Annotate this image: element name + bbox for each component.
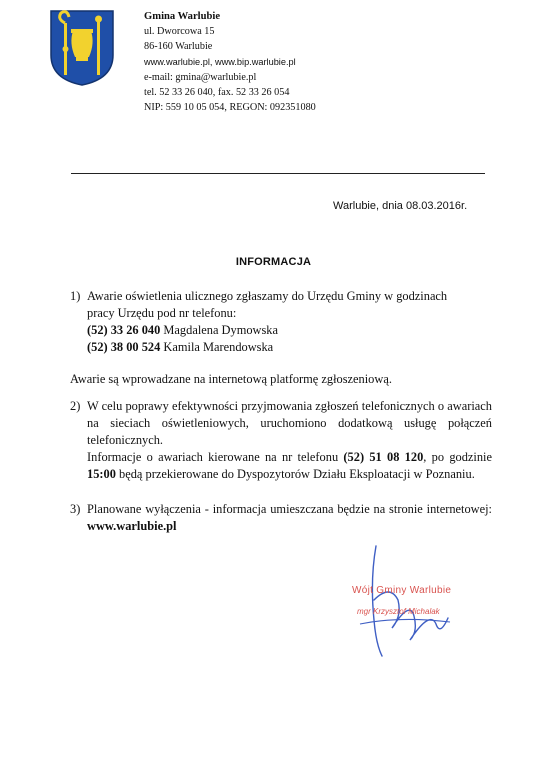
item-2-info-mid: , po godzinie — [423, 450, 492, 464]
item-1 — [70, 288, 492, 356]
item-1-line2: pracy Urzędu pod nr telefonu: — [87, 306, 237, 320]
item-2-info-time: 15:00 — [87, 467, 116, 481]
contact-2 — [70, 339, 492, 356]
org-city: 86-160 Warlubie — [144, 41, 213, 53]
item-3-text: Planowane wyłączenia - informacja umieszczana będzie na stronie internetowej: — [87, 502, 492, 516]
org-name: Gmina Warlubie — [144, 11, 221, 22]
org-street: ul. Dworcowa 15 — [144, 26, 215, 38]
contact-1-phone: (52) 33 26 040 — [87, 323, 161, 337]
header-divider — [71, 173, 485, 174]
item-3 — [70, 501, 492, 535]
item-2-text: W celu poprawy efektywności przyjmowania zgłoszeń telefonicznych o awariach na sieciach oświetleniowych, uruchomiono dodatkową usługę połączeń telefonicznych. — [87, 399, 492, 447]
item-1-number: 1) — [70, 289, 81, 303]
document-title: INFORMACJA — [235, 256, 312, 268]
org-email[interactable]: e-mail: gmina@warlubie.pl — [144, 71, 257, 83]
contact-1 — [70, 322, 492, 339]
item-2-info-pre: Informacje o awariach kierowane na nr telefonu — [87, 450, 344, 464]
item-2 — [70, 398, 492, 483]
item-2-info-phone: (52) 51 08 120 — [343, 450, 424, 464]
item-3-number: 3) — [70, 502, 81, 516]
contact-1-name: Magdalena Dymowska — [160, 323, 278, 337]
platform-note: Awarie są wprowadzane na internetową platformę zgłoszeniową. — [70, 372, 392, 386]
stamp-name: mgr Krzysztof Michalak — [357, 607, 440, 616]
org-phone: tel. 52 33 26 040, fax. 52 33 26 054 — [144, 87, 290, 99]
letter-date: Warlubie, dnia 08.03.2016r. — [333, 200, 468, 212]
item-3-url[interactable]: www.warlubie.pl — [87, 519, 177, 533]
org-websites[interactable]: www.warlubie.pl, www.bip.warlubie.pl — [144, 56, 296, 67]
handwritten-signature — [340, 540, 460, 660]
item-2-info — [87, 449, 492, 483]
contact-2-phone: (52) 38 00 524 — [87, 340, 161, 354]
item-1-line1: Awarie oświetlenia ulicznego zgłaszamy do Urzędu Gminy w godzinach — [87, 289, 448, 303]
org-ids: NIP: 559 10 05 054, REGON: 092351080 — [144, 102, 316, 114]
item-2-number: 2) — [70, 399, 81, 413]
stamp-title: Wójt Gminy Warlubie — [352, 585, 452, 596]
coat-of-arms-logo — [49, 9, 115, 87]
item-2-info-post: będą przekierowane do Dyspozytorów Działu Eksploatacji w Poznaniu. — [115, 467, 475, 481]
letterhead — [144, 9, 316, 115]
contact-2-name: Kamila Marendowska — [160, 340, 274, 354]
